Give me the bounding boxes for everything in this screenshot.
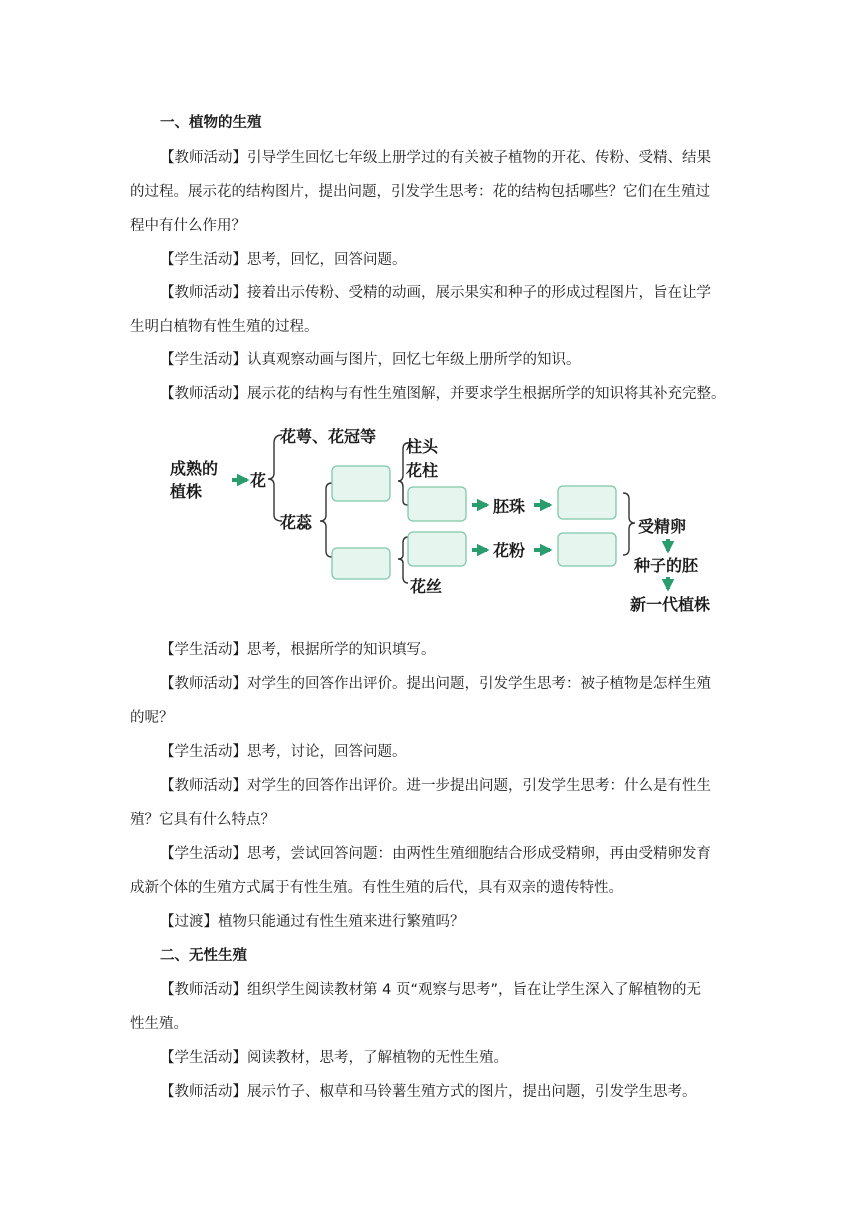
section-heading-1: 一、植物的生殖 xyxy=(160,115,262,131)
diagram-ovule: 胚珠 xyxy=(493,497,526,516)
paragraph-line: 【教师活动】引导学生回忆七年级上册学过的有关被子植物的开花、传粉、受精、结果 xyxy=(160,150,711,166)
diagram-sepal-petal: 花萼、花冠等 xyxy=(280,427,377,446)
diagram-seed-embryo: 种子的胚 xyxy=(634,556,699,575)
diagram-mature-plant: 植株 xyxy=(170,482,203,501)
paragraph-line: 生明白植物有性生殖的过程。 xyxy=(130,319,319,335)
blank-box xyxy=(408,532,466,566)
paragraph-line: 【学生活动】认真观察动画与图片，回忆七年级上册所学的知识。 xyxy=(160,352,581,368)
blank-box xyxy=(558,486,616,519)
paragraph-line: 【教师活动】展示花的结构与有性生殖图解，并要求学生根据所学的知识将其补充完整。 xyxy=(160,386,726,402)
paragraph-line: 【学生活动】思考，回忆，回答问题。 xyxy=(160,252,407,268)
blank-box xyxy=(408,487,466,521)
diagram-filament: 花丝 xyxy=(410,577,443,596)
blank-box xyxy=(332,466,390,501)
paragraph-line: 【教师活动】对学生的回答作出评价。进一步提出问题，引发学生思考：什么是有性生 xyxy=(160,778,711,794)
paragraph-line: 成新个体的生殖方式属于有性生殖。有性生殖的后代，具有双亲的遗传特性。 xyxy=(130,880,623,896)
paragraph-line: 殖？它具有什么特点？ xyxy=(130,812,275,828)
diagram-flower: 花 xyxy=(250,471,267,490)
diagram-blank-boxes xyxy=(332,466,616,579)
paragraph-line: 【教师活动】展示竹子、椒草和马铃薯生殖方式的图片，提出问题，引发学生思考。 xyxy=(160,1084,697,1100)
paragraph-line: 的呢？ xyxy=(130,710,174,726)
paragraph-line: 【学生活动】思考，讨论，回答问题。 xyxy=(160,744,407,760)
section-heading-2: 二、无性生殖 xyxy=(160,948,247,964)
blank-box xyxy=(332,548,390,579)
paragraph-line: 性生殖。 xyxy=(130,1016,188,1032)
paragraph-line: 【学生活动】阅读教材，思考，了解植物的无性生殖。 xyxy=(160,1050,508,1066)
diagram-fertilized-egg: 受精卵 xyxy=(638,517,687,536)
paragraph-line: 【教师活动】接着出示传粉、受精的动画，展示果实和种子的形成过程图片，旨在让学 xyxy=(160,285,711,301)
diagram-stigma: 柱头 xyxy=(406,437,439,456)
paragraph-line: 的过程。展示花的结构图片，提出问题，引发学生思考：花的结构包括哪些？它们在生殖过 xyxy=(130,184,710,200)
paragraph-line: 【教师活动】组织学生阅读教材第 4 页“观察与思考”，旨在让学生深入了解植物的无 xyxy=(160,982,701,998)
paragraph-line: 【学生活动】思考，根据所学的知识填写。 xyxy=(160,642,436,658)
reproduction-diagram xyxy=(160,415,740,620)
paragraph-line: 【学生活动】思考，尝试回答问题：由两性生殖细胞结合形成受精卵，再由受精卵发育 xyxy=(160,846,711,862)
diagram-new-plant: 新一代植株 xyxy=(630,595,711,614)
diagram-pollen: 花粉 xyxy=(493,541,526,560)
diagram-stamen-pistil: 花蕊 xyxy=(280,513,313,532)
paragraph-line: 【过渡】植物只能通过有性生殖来进行繁殖吗？ xyxy=(160,914,465,930)
paragraph-line: 程中有什么作用？ xyxy=(130,218,246,234)
diagram-style: 花柱 xyxy=(406,461,439,480)
paragraph-line: 【教师活动】对学生的回答作出评价。提出问题，引发学生思考：被子植物是怎样生殖 xyxy=(160,676,711,692)
blank-box xyxy=(558,533,616,566)
diagram-mature-plant: 成熟的 xyxy=(170,459,219,478)
